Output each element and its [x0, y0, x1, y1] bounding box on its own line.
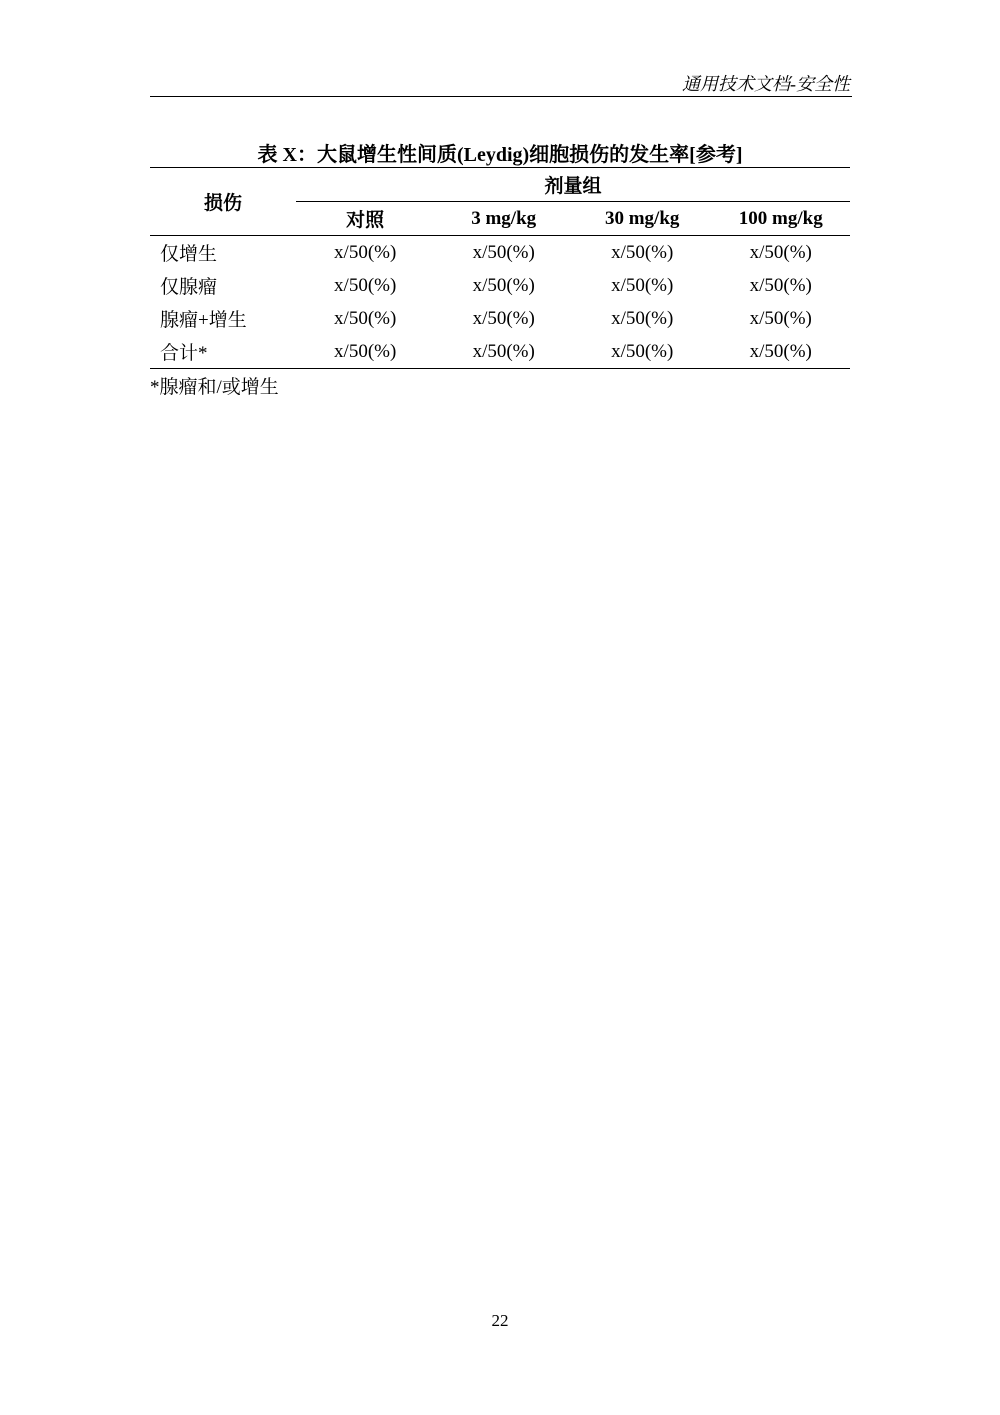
column-header-control: 对照 [346, 210, 385, 231]
table-footnote: *腺瘤和/或增生 [150, 377, 279, 398]
cell-value: x/50(%) [611, 274, 674, 296]
cell-value: x/50(%) [611, 307, 674, 329]
column-header-30mg: 30 mg/kg [604, 207, 680, 229]
cell-value: x/50(%) [334, 340, 397, 362]
cell-value: x/50(%) [334, 307, 397, 329]
cell-value: x/50(%) [749, 274, 812, 296]
cell-value: x/50(%) [749, 307, 812, 329]
table-group-header-row [150, 168, 850, 202]
incidence-table [150, 167, 850, 369]
row-label: 仅增生 [160, 244, 218, 265]
row-label: 腺瘤+增生 [160, 310, 247, 331]
cell-value: x/50(%) [749, 340, 812, 362]
column-header-3mg: 3 mg/kg [471, 207, 537, 229]
page-number: 22 [491, 1311, 509, 1330]
cell-value: x/50(%) [472, 241, 535, 263]
cell-value: x/50(%) [334, 274, 397, 296]
cell-value: x/50(%) [749, 241, 812, 263]
row-header-injury: 损伤 [150, 168, 296, 236]
cell-value: x/50(%) [472, 340, 535, 362]
running-header: 通用技术文档-安全性 [682, 74, 850, 94]
cell-value: x/50(%) [334, 241, 397, 263]
column-header-100mg: 100 mg/kg [738, 207, 823, 229]
table-row [150, 335, 850, 369]
cell-value: x/50(%) [611, 340, 674, 362]
row-label: 仅腺瘤 [160, 277, 218, 298]
header-rule [150, 96, 852, 97]
dose-group-header: 剂量组 [296, 168, 850, 202]
table-row [150, 269, 850, 302]
cell-value: x/50(%) [611, 241, 674, 263]
table-row [150, 302, 850, 335]
cell-value: x/50(%) [472, 274, 535, 296]
table-row [150, 236, 850, 270]
cell-value: x/50(%) [472, 307, 535, 329]
row-label: 合计* [160, 343, 208, 364]
table-caption: 表 X：大鼠增生性间质(Leydig)细胞损伤的发生率[参考] [257, 144, 743, 166]
